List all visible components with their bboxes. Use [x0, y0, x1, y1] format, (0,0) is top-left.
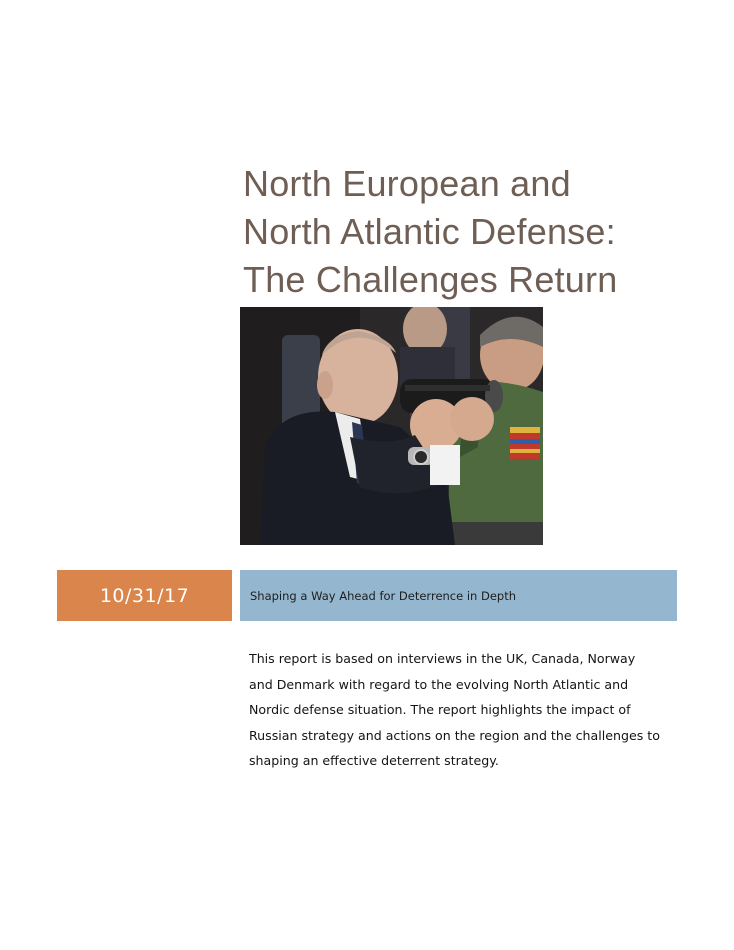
report-date: 10/31/17 — [57, 570, 232, 621]
cover-photo — [240, 307, 543, 545]
abstract-line: Nordic defense situation. The report highlights the impact of — [249, 702, 631, 718]
title-line: The Challenges Return — [243, 259, 618, 300]
subtitle-text: Shaping a Way Ahead for Deterrence in Depth — [250, 588, 517, 603]
report-subtitle — [240, 570, 677, 621]
report-title — [243, 160, 703, 304]
title-line: North European and — [243, 163, 571, 204]
abstract-line: Russian strategy and actions on the region and the challenges to — [249, 727, 660, 743]
report-abstract — [249, 646, 659, 774]
abstract-line: and Denmark with regard to the evolving North Atlantic and — [249, 676, 629, 692]
abstract-line: This report is based on interviews in the UK, Canada, Norway — [249, 651, 636, 666]
title-line: North Atlantic Defense: — [243, 211, 616, 252]
abstract-line: shaping an effective deterrent strategy. — [249, 753, 499, 769]
